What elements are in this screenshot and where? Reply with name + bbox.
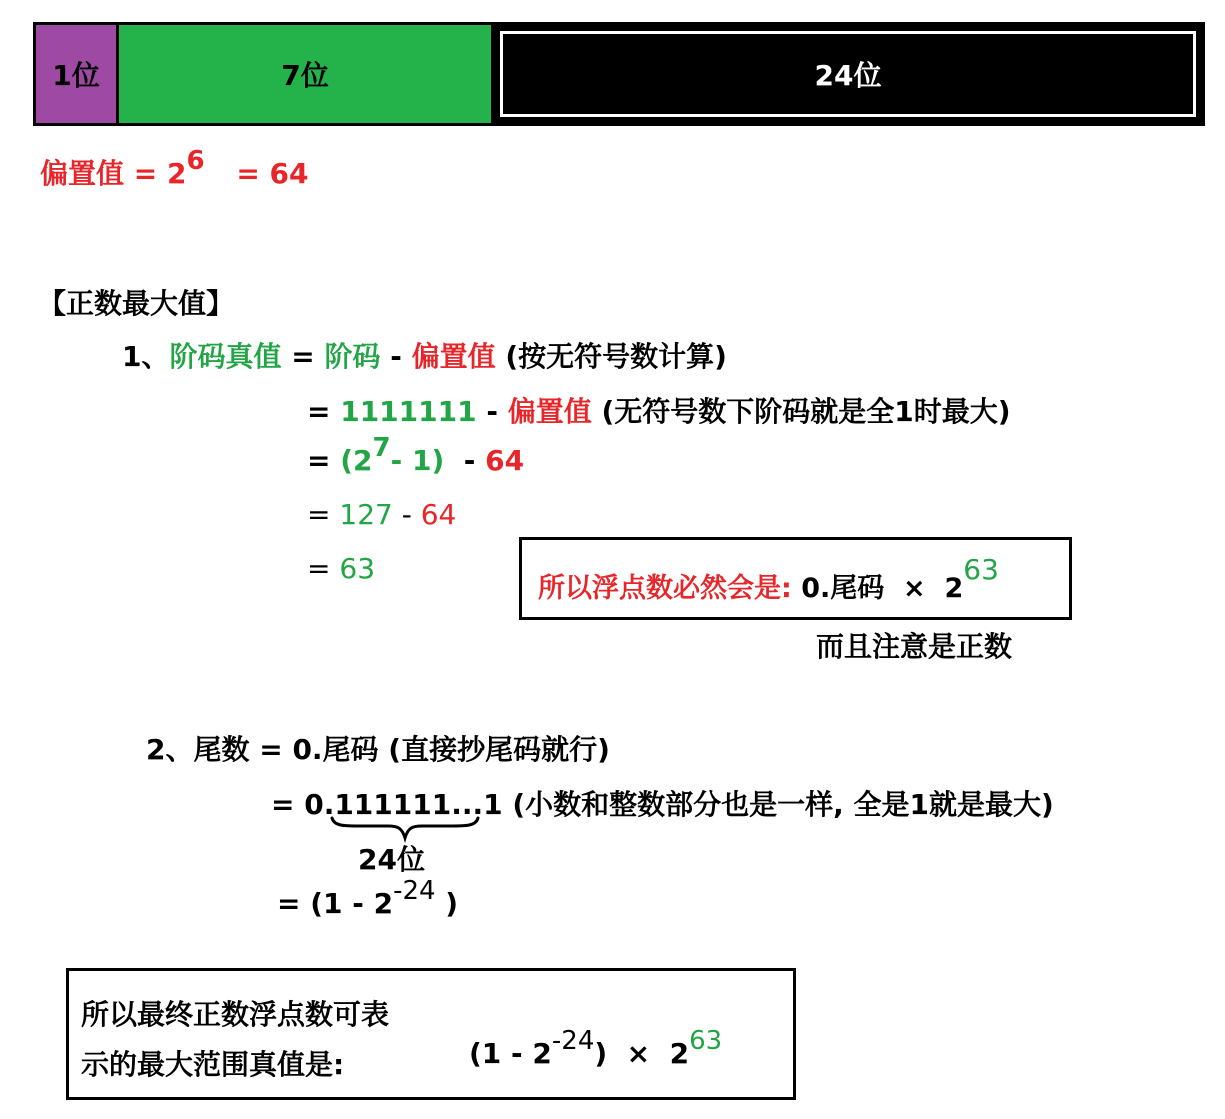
step1-line5 — [307, 552, 375, 585]
mantissa-label: 24位 — [814, 59, 882, 92]
step2-line2-note: (小数和整数部分也是一样, 全是1就是最大) — [502, 788, 1054, 821]
positive-note: 而且注意是正数 — [816, 630, 1013, 663]
line2-note: (无符号数下阶码就是全1时最大) — [591, 395, 1011, 428]
exponent-code-label: 阶码 — [324, 340, 381, 373]
step1-minus: - — [380, 340, 412, 373]
step2-line3-sup: -24 — [393, 876, 436, 906]
final-formula-b: ) × 2 — [594, 1037, 690, 1070]
brace-label: 24位 — [358, 843, 425, 876]
step1-line3 — [307, 433, 525, 477]
line3-val: 64 — [485, 444, 525, 477]
bias-result: = 64 — [236, 157, 309, 190]
line4-a: 127 — [339, 498, 393, 531]
final-formula — [469, 1026, 723, 1070]
bias-label: 偏置值 — [40, 157, 125, 190]
conclusion-sup: 63 — [963, 553, 999, 586]
final-text-line2: 示的最大范围真值是: — [81, 1048, 345, 1081]
final-box — [66, 968, 796, 1100]
line5-eq: = — [307, 552, 340, 585]
step2-index: 2、 — [146, 733, 194, 766]
conclusion-box — [519, 537, 1072, 620]
sign-bit-segment — [33, 22, 119, 126]
line3-minus: - — [444, 444, 486, 477]
step2-line2-bits: 111111...1 — [334, 788, 503, 821]
line3-a: (2 — [340, 444, 373, 477]
line4-minus: - — [392, 498, 421, 531]
step2-line3 — [277, 876, 459, 920]
line3-sup: 7 — [372, 433, 391, 463]
bias-line — [40, 146, 309, 192]
step1-index: 1、 — [122, 340, 170, 373]
line3-eq: = — [307, 444, 341, 477]
line5-val: 63 — [339, 552, 376, 585]
true-exponent-label: 阶码真值 — [169, 340, 282, 373]
line2-bias: 偏置值 — [507, 395, 592, 428]
final-formula-a: (1 - 2 — [469, 1037, 552, 1070]
line4-eq: = — [307, 498, 340, 531]
exponent-segment — [116, 22, 494, 126]
line2-bits: 1111111 — [340, 395, 477, 428]
step2-line1 — [146, 728, 610, 768]
final-formula-sup2: 63 — [689, 1026, 723, 1056]
step2-label: 尾数 = 0.尾码 (直接抄尾码就行) — [193, 733, 610, 766]
step2-line3-end: ) — [435, 887, 459, 920]
step1-line1 — [122, 335, 727, 375]
conclusion-red-text: 所以浮点数必然会是: — [538, 573, 792, 604]
step1-bias: 偏置值 — [411, 340, 496, 373]
step1-eq: = — [281, 340, 325, 373]
step1-note: (按无符号数计算) — [495, 340, 727, 373]
bias-exp: 6 — [186, 146, 205, 176]
conclusion-text — [538, 553, 999, 605]
step2-line2-eq: = 0. — [271, 788, 335, 821]
exponent-label: 7位 — [281, 59, 329, 92]
sign-bit-label: 1位 — [52, 59, 100, 92]
bit-field-bar — [33, 22, 1205, 126]
line4-b: 64 — [420, 498, 457, 531]
final-formula-sup1: -24 — [551, 1026, 595, 1056]
step2-line3-text: = (1 - 2 — [277, 887, 394, 920]
section-title: 【正数最大值】 — [38, 287, 235, 320]
bias-eq: = 2 — [133, 157, 187, 190]
line2-eq: = — [307, 395, 341, 428]
line2-minus: - — [476, 395, 508, 428]
line3-b: - 1) — [390, 444, 445, 477]
step1-line2 — [307, 390, 1011, 430]
final-text-line1: 所以最终正数浮点数可表 — [81, 998, 390, 1031]
mantissa-segment — [491, 22, 1205, 126]
step1-line4 — [307, 498, 456, 531]
conclusion-black-text: 0.尾码 × 2 — [791, 573, 964, 604]
